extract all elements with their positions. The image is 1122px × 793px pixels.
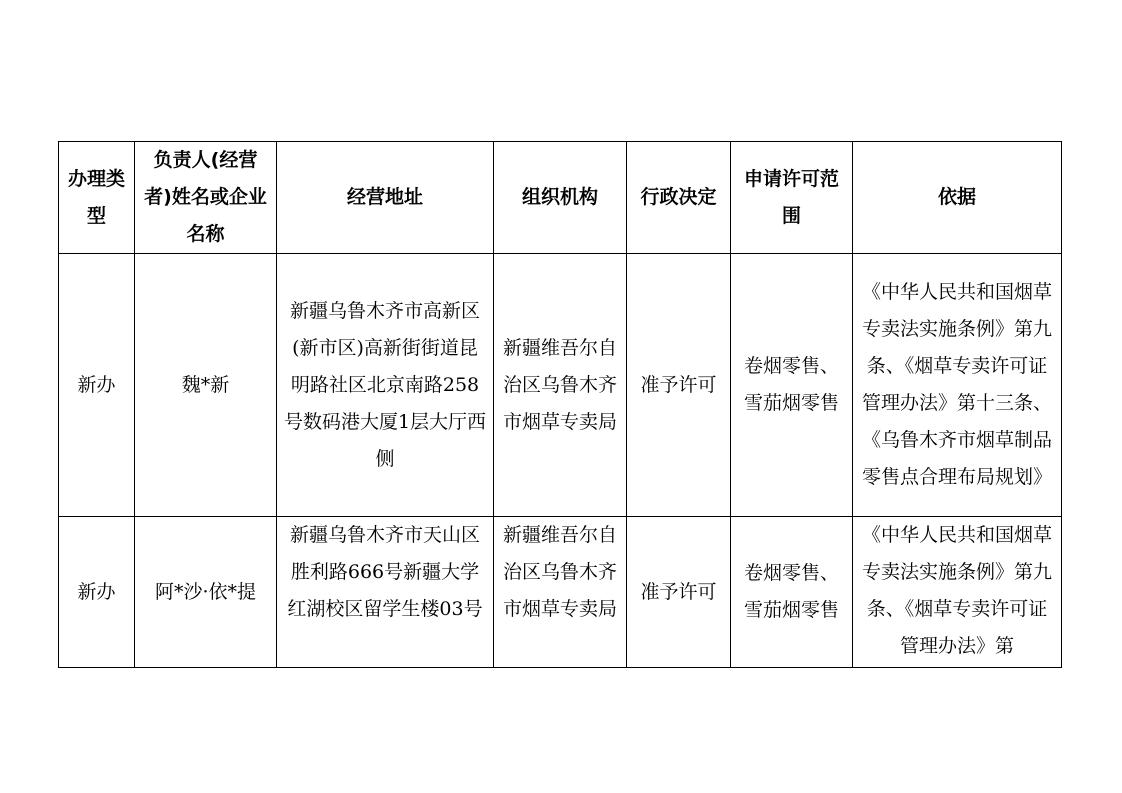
license-table [58,141,1062,668]
cell-scope: 卷烟零售、雪茄烟零售 [731,254,853,517]
cell-decision: 准予许可 [627,254,731,517]
header-basis: 依据 [853,142,1062,254]
cell-basis: 《中华人民共和国烟草专卖法实施条例》第九条、《烟草专卖许可证管理办法》第 [853,517,1062,668]
header-org: 组织机构 [494,142,627,254]
cell-person: 魏*新 [135,254,277,517]
header-decision: 行政决定 [627,142,731,254]
cell-type: 新办 [59,517,135,668]
cell-scope: 卷烟零售、雪茄烟零售 [731,517,853,668]
cell-address: 新疆乌鲁木齐市高新区(新市区)高新街街道昆明路社区北京南路258号数码港大厦1层大厅西侧 [277,254,494,517]
header-address: 经营地址 [277,142,494,254]
cell-address: 新疆乌鲁木齐市天山区胜利路666号新疆大学红湖校区留学生楼03号 [277,517,494,668]
cell-person: 阿*沙·依*提 [135,517,277,668]
header-scope: 申请许可范围 [731,142,853,254]
header-person: 负责人(经营者)姓名或企业名称 [135,142,277,254]
cell-org: 新疆维吾尔自治区乌鲁木齐市烟草专卖局 [494,517,627,668]
table-row [59,254,1062,517]
header-type: 办理类型 [59,142,135,254]
cell-decision: 准予许可 [627,517,731,668]
table-header-row [59,142,1062,254]
cell-type: 新办 [59,254,135,517]
table-row [59,517,1062,668]
cell-org: 新疆维吾尔自治区乌鲁木齐市烟草专卖局 [494,254,627,517]
cell-basis: 《中华人民共和国烟草专卖法实施条例》第九条、《烟草专卖许可证管理办法》第十三条、《乌鲁木齐市烟草制品零售点合理布局规划》 [853,254,1062,517]
